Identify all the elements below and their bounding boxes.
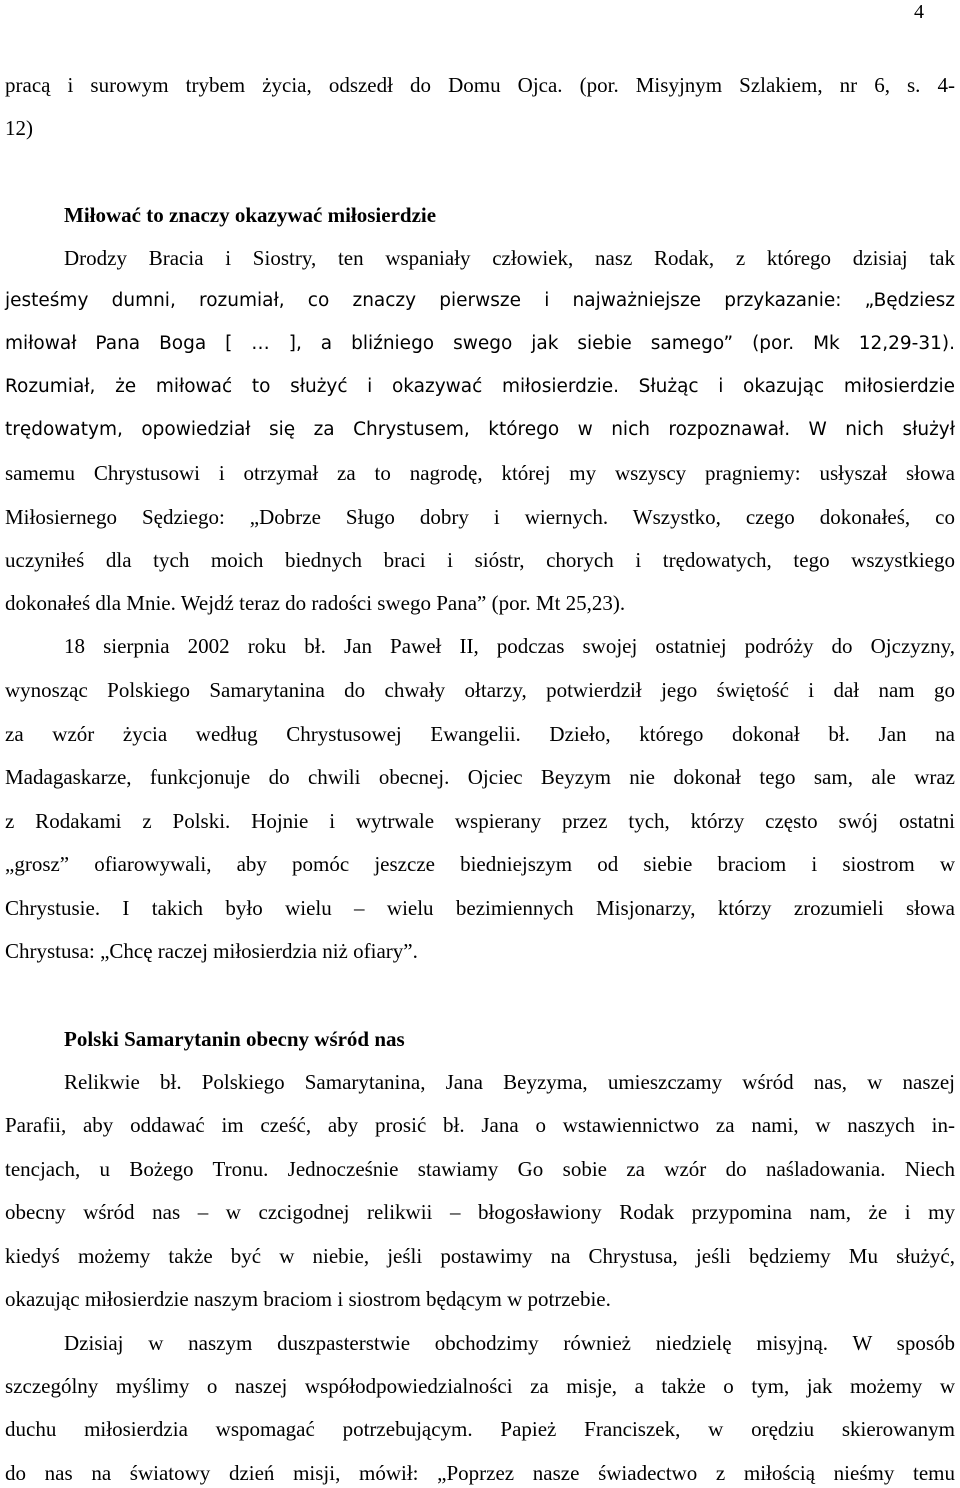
text-line: tencjach, u Bożego Tronu. Jednocześnie stawiamy Go sobie za wzór do naśladowania. Niech xyxy=(5,1157,955,1181)
text-line: trędowatym, opowiedział się za Chrystusem, którego w nich rozpoznawał. W nich służył xyxy=(5,419,955,440)
text-line: kiedyś możemy także być w niebie, jeśli postawimy na Chrystusa, jeśli będziemy Mu służyć, xyxy=(5,1244,955,1268)
page-number: 4 xyxy=(914,1,924,23)
text-line: Chrystusie. I takich było wielu – wielu bezimiennych Misjonarzy, którzy zrozumieli słowa xyxy=(5,896,955,920)
text-line: pracą i surowym trybem życia, odszedł do Domu Ojca. (por. Misyjnym Szlakiem, nr 6, s. 4- xyxy=(5,73,955,97)
text-line: Drodzy Bracia i Siostry, ten wspaniały człowiek, nasz Rodak, z którego dzisiaj tak xyxy=(64,246,955,270)
text-line: Miłosiernego Sędziego: „Dobrze Sługo dobry i wiernych. Wszystko, czego dokonałeś, co xyxy=(5,505,955,529)
text-line: Dzisiaj w naszym duszpasterstwie obchodzimy również niedzielę misyjną. W sposób xyxy=(64,1331,955,1355)
text-line: Rozumiał, że miłować to służyć i okazywać miłosierdzie. Służąc i okazując miłosierdzie xyxy=(5,376,955,397)
text-line: Chrystusa: „Chcę raczej miłosierdzia niż ofiary”. xyxy=(5,939,418,963)
text-line: z Rodakami z Polski. Hojnie i wytrwale wspierany przez tych, którzy często swój ostatni xyxy=(5,809,955,833)
text-line: Relikwie bł. Polskiego Samarytanina, Jana Beyzyma, umieszczamy wśród nas, w naszej xyxy=(64,1070,955,1094)
text-line: obecny wśród nas – w czcigodnej relikwii – błogosławiony Rodak przypomina nam, że i my xyxy=(5,1200,955,1224)
text-line: uczyniłeś dla tych moich biednych braci i sióstr, chorych i trędowatych, tego wszystkiego xyxy=(5,548,955,572)
text-line: jesteśmy dumni, rozumiał, co znaczy pierwsze i najważniejsze przykazanie: „Będziesz xyxy=(5,290,955,311)
text-line: samemu Chrystusowi i otrzymał za to nagrodę, której my wszyscy pragniemy: usłyszał słowa xyxy=(5,461,955,485)
text-line: do nas na światowy dzień misji, mówił: „Poprzez nasze świadectwo z miłością nieśmy temu xyxy=(5,1461,955,1485)
text-line: „grosz” ofiarowywali, aby pomóc jeszcze biedniejszym od siebie braciom i siostrom w xyxy=(5,852,955,876)
text-line: miłował Pana Boga [ … ], a bliźniego swego jak siebie samego” (por. Mk 12,29-31). xyxy=(5,333,955,354)
text-line: 18 sierpnia 2002 roku bł. Jan Paweł II, podczas swojej ostatniej podróży do Ojczyzny, xyxy=(64,634,955,658)
text-line: wynosząc Polskiego Samarytanina do chwały ołtarzy, potwierdził jego świętość i dał nam go xyxy=(5,678,955,702)
text-line: Parafii, aby oddawać im cześć, aby prosić bł. Jana o wstawiennictwo za nami, w naszych in- xyxy=(5,1113,955,1137)
text-line: za wzór życia według Chrystusowej Ewangelii. Dzieło, którego dokonał bł. Jan na xyxy=(5,722,955,746)
text-line: dokonałeś dla Mnie. Wejdź teraz do radości swego Pana” (por. Mt 25,23). xyxy=(5,591,626,615)
section-heading: Polski Samarytanin obecny wśród nas xyxy=(64,1027,405,1051)
section-heading: Miłować to znaczy okazywać miłosierdzie xyxy=(64,203,437,227)
text-line: szczególny myślimy o naszej współodpowiedzialności za misje, a także o tym, jak możemy w xyxy=(5,1374,955,1398)
text-line: 12) xyxy=(5,116,33,140)
text-line: Madagaskarze, funkcjonuje do chwili obecnej. Ojciec Beyzym nie dokonał tego sam, ale wraz xyxy=(5,765,955,789)
text-line: duchu miłosierdzia wspomagać potrzebującym. Papież Franciszek, w orędziu skierowanym xyxy=(5,1417,955,1441)
text-line: okazując miłosierdzie naszym braciom i siostrom będącym w potrzebie. xyxy=(5,1287,611,1311)
